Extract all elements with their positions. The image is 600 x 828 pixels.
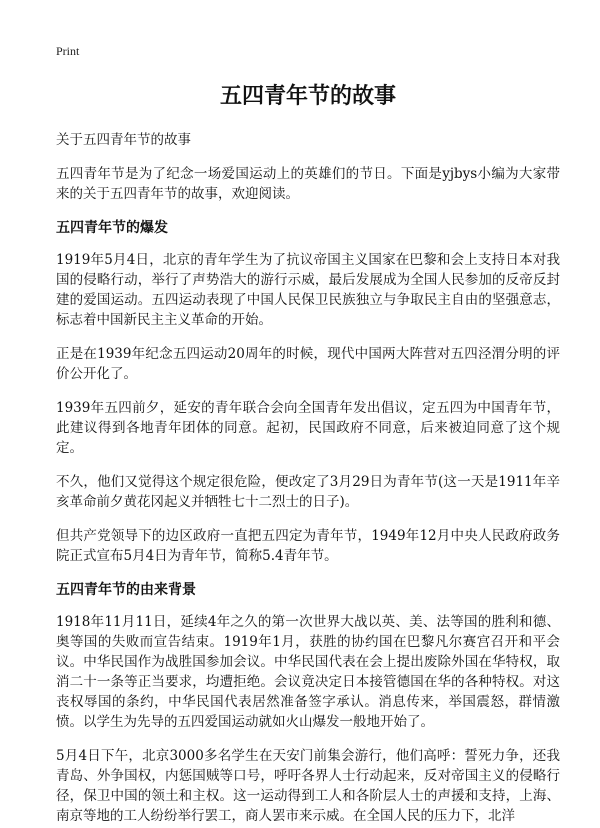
paragraph: 5月4日下午，北京3000多名学生在天安门前集会游行，他们高呼：誓死力争，还我青岛、外争国权，内惩国贼等口号，呼吁各界人士行动起来，反对帝国主义的侵略行径，保卫中国的领土和主权。这一运动得到工人和各阶层人士的声援和支持，上海、南京等地的工人纷纷举行罢工，商人罢市来示威。在全国人民的压力下，北洋 [56, 748, 560, 824]
paragraph: 正是在1939年纪念五四运动20周年的时候，现代中国两大阵营对五四泾渭分明的评价公开化了。 [56, 346, 560, 382]
intro-paragraph: 五四青年节是为了纪念一场爱国运动上的英雄们的节日。下面是yjbys小编为大家带来的关于五四青年节的故事，欢迎阅读。 [56, 166, 560, 202]
section-heading-background: 五四青年节的由来背景 [56, 582, 196, 598]
page-title: 五四青年节的故事 [219, 83, 396, 109]
paragraph: 但共产党领导下的边区政府一直把五四定为青年节，1949年12月中央人民政府政务院正式宣布5月4日为青年节，简称5.4青年节。 [56, 528, 560, 564]
print-link[interactable]: Print [56, 44, 80, 58]
paragraph: 1919年5月4日，北京的青年学生为了抗议帝国主义国家在巴黎和会上支持日本对我国的侵略行动，举行了声势浩大的游行示威，最后发展成为全国人民参加的反帝反封建的爱国运动。五四运动表现了中国人民保卫民族独立与争取民主自由的坚强意志，标志着中国新民主主义革命的开始。 [56, 252, 560, 328]
article-subtitle: 关于五四青年节的故事 [56, 132, 191, 148]
paragraph: 1939年五四前夕，延安的青年联合会向全国青年发出倡议，定五四为中国青年节，此建议得到各地青年团体的同意。起初，民国政府不同意，后来被迫同意了这个规定。 [56, 400, 560, 456]
paragraph: 不久，他们又觉得这个规定很危险，便改定了3月29日为青年节(这一天是1911年辛亥革命前夕黄花冈起义并牺牲七十二烈士的日子)。 [56, 474, 560, 510]
paragraph: 1918年11月11日，延续4年之久的第一次世界大战以英、美、法等国的胜利和德、奥等国的失败而宣告结束。1919年1月，获胜的协约国在巴黎凡尔赛宫召开和平会议。中华民国作为战胜国参加会议。中华民国代表在会上提出废除外国在华特权，取消二十一条等正当要求，均遭拒绝。会议竟决定日本接管德国在华的各种特权。对这丧权辱国的条约，中华民国代表居然准备签字承认。消息传来，举国震怒，群情激愤。以学生为先导的五四爱国运动就如火山爆发一般地开始了。 [56, 614, 560, 730]
section-heading-outbreak: 五四青年节的爆发 [56, 220, 168, 236]
